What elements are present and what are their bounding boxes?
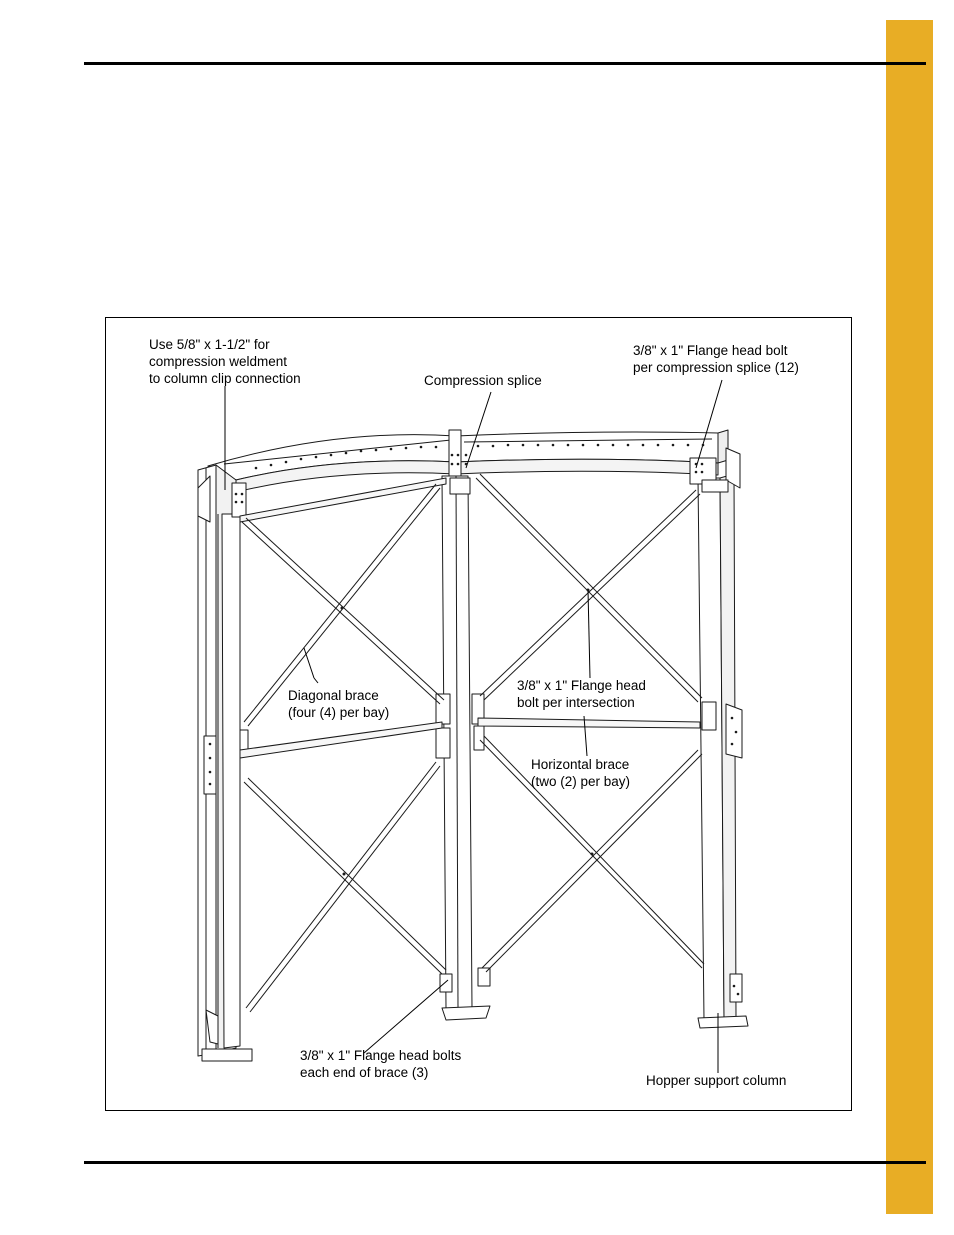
callout-line: to column clip connection — [149, 371, 301, 386]
callout-compression-bolt — [149, 336, 301, 387]
callout-splice-bolt — [633, 342, 799, 376]
callout-compression-splice — [424, 372, 542, 389]
right-column — [690, 448, 748, 1028]
callout-line: 3/8" x 1" Flange head bolts — [300, 1048, 462, 1063]
callout-diagonal-brace — [288, 687, 389, 721]
callout-line: (two (2) per bay) — [531, 774, 631, 789]
footer-rule — [84, 1161, 926, 1164]
callout-line: 3/8" x 1" Flange head bolt — [633, 343, 788, 358]
callout-line: Use 5/8" x 1-1/2" for — [149, 337, 270, 352]
structure-figure — [105, 317, 852, 1111]
callout-line: 3/8" x 1" Flange head — [517, 678, 646, 693]
callout-horizontal-brace — [531, 756, 630, 790]
callout-line: Diagonal brace — [288, 688, 379, 703]
callout-line: (four (4) per bay) — [288, 705, 390, 720]
callout-line: each end of brace (3) — [300, 1065, 429, 1080]
callout-line: per compression splice (12) — [633, 360, 799, 375]
callout-hopper-column — [646, 1072, 786, 1089]
center-column — [436, 476, 490, 1020]
left-front-column — [222, 483, 248, 1048]
header-rule — [84, 62, 926, 65]
callout-line: compression weldment — [149, 354, 288, 369]
callout-intersection-bolt — [517, 677, 646, 711]
callout-line: Compression splice — [424, 373, 542, 388]
callout-end-bolts — [300, 1047, 461, 1081]
callout-line: Horizontal brace — [531, 757, 630, 772]
callout-line: bolt per intersection — [517, 695, 635, 710]
chapter-side-tab — [886, 20, 933, 1214]
callout-line: Hopper support column — [646, 1073, 787, 1088]
hopper-frame-drawing — [106, 318, 853, 1112]
